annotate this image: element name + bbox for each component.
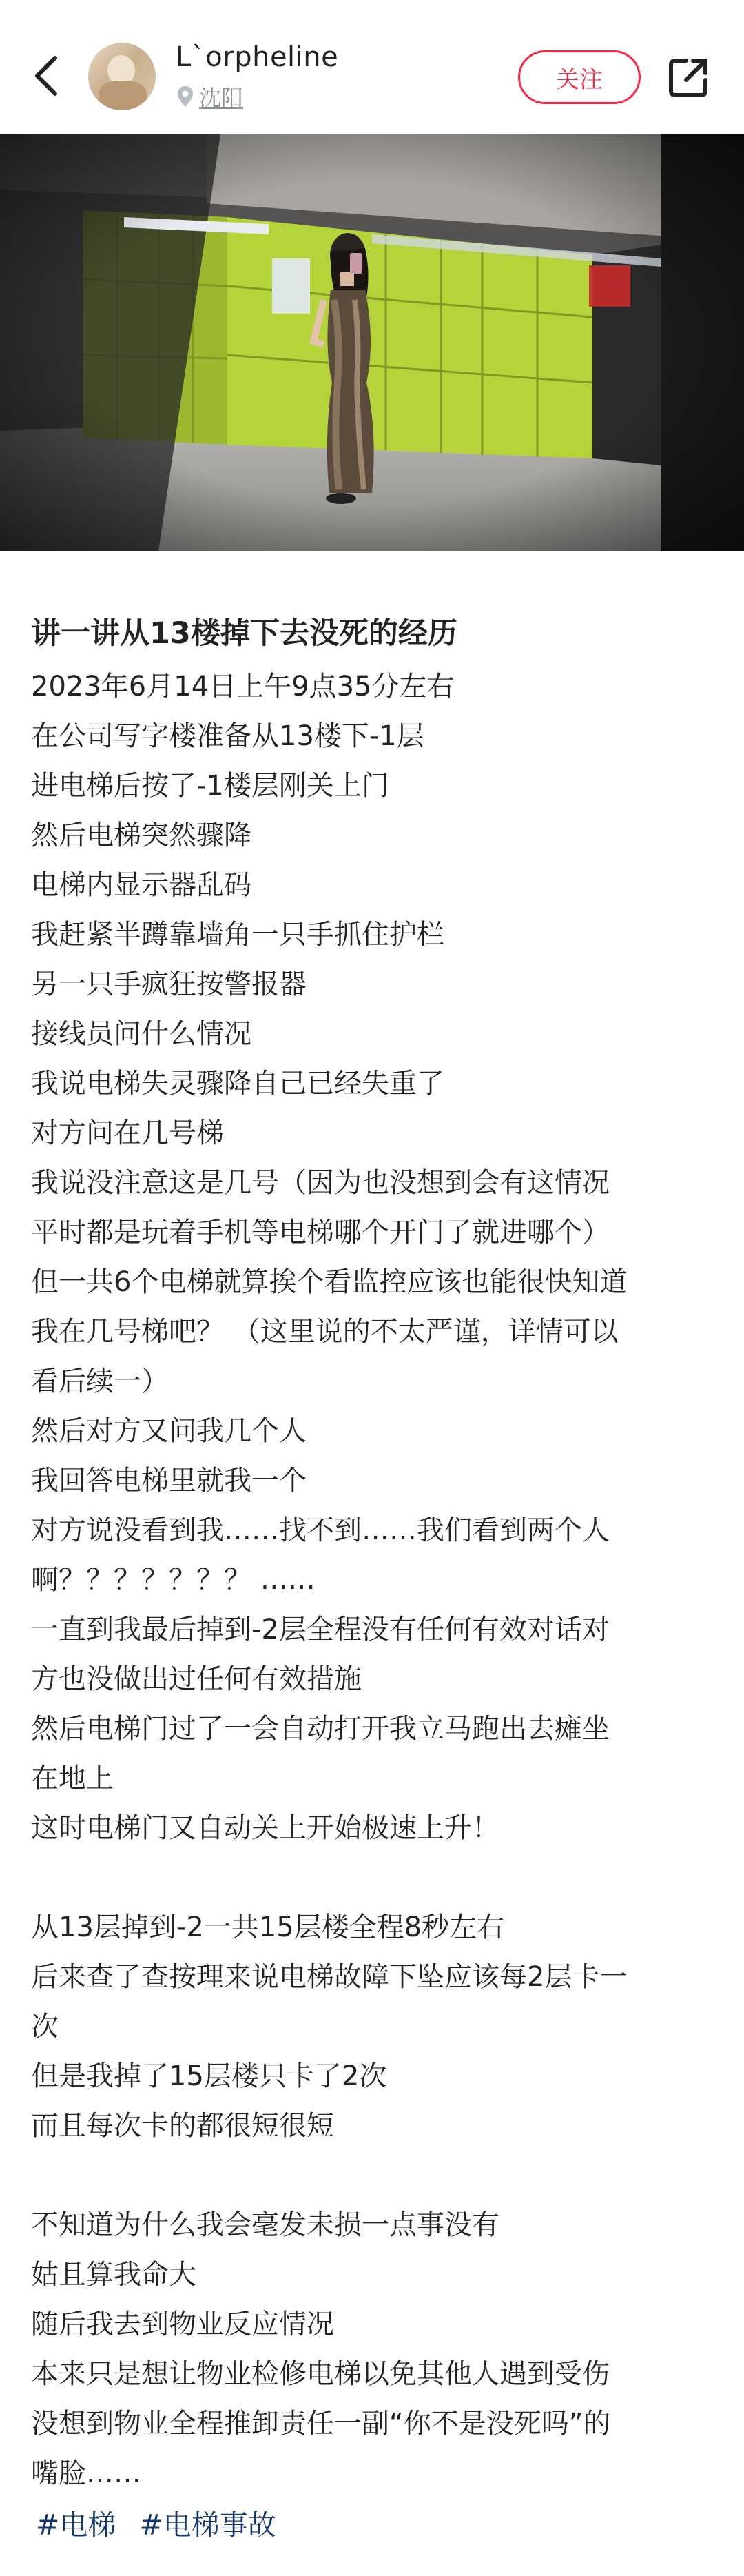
post-line: 一直到我最后掉到-2层全程没有任何有效对话对 [31,1614,610,1645]
location-text[interactable]: 沈阳 [199,85,244,111]
post-line: 我在几号梯吧？ （这里说的不太严谨，详情可以 [31,1316,619,1348]
author-name[interactable]: L`orpheline [176,41,339,73]
back-button[interactable] [26,48,68,103]
post-line: 看后续一） [31,1366,169,1397]
post-line: 然后对方又问我几个人 [31,1415,307,1447]
post-line: 在公司写字楼准备从13楼下-1层 [31,720,424,752]
post-line: 这时电梯门又自动关上开始极速上升！ [31,1812,499,1844]
post-line: 从13层掉到-2一共15层楼全程8秒左右 [31,1911,505,1943]
tag-elevator-accident[interactable]: #电梯事故 [139,2508,276,2542]
post-line: 在地上 [31,1763,114,1794]
post-blank-line [31,1853,720,1903]
post-line: 次 [31,2011,59,2042]
post-line: 平时都是玩着手机等电梯哪个开门了就进哪个） [31,1217,610,1248]
location-pin-icon [176,85,195,108]
author-avatar[interactable] [88,43,156,110]
follow-button[interactable]: 关注 [518,50,641,104]
post-line: 然后电梯突然骤降 [31,820,251,851]
post-line: 随后我去到物业反应情况 [31,2309,334,2340]
post-line: 没想到物业全程推卸责任一副“你不是没死吗”的 [31,2408,611,2440]
post-line: 方也没做出过任何有效措施 [31,1663,362,1695]
post-line: 我说没注意这是几号（因为也没想到会有这情况 [31,1167,610,1199]
post-line: 但是我掉了15层楼只卡了2次 [31,2060,387,2092]
post-line: 后来查了查按理来说电梯故障下坠应该每2层卡一 [31,1961,628,1993]
post-line: 嘴脸…… [31,2457,141,2489]
post-line: 本来只是想让物业检修电梯以免其他人遇到受伤 [31,2358,610,2390]
post-line: 2023年6月14日上午9点35分左右 [31,671,455,702]
chevron-left-icon [26,48,68,103]
post-line: 另一只手疯狂按警报器 [31,968,307,1000]
post-line: 对方说没看到我……找不到……我们看到两个人 [31,1514,610,1546]
post-line: 我说电梯失灵骤降自己已经失重了 [31,1068,444,1099]
post-line: 然后电梯门过了一会自动打开我立马跑出去瘫坐 [31,1713,610,1745]
post-line: 不知道为什么我会毫发未损一点事没有 [31,2209,499,2241]
post-line: 进电梯后按了-1楼层刚关上门 [31,770,389,802]
post-title: 讲一讲从13楼掉下去没死的经历 [31,616,457,651]
top-bar [0,0,744,134]
post-blank-line [31,2151,720,2200]
post-line: 电梯内显示器乱码 [31,869,251,901]
tag-list [36,2502,300,2543]
post-line: 我回答电梯里就我一个 [31,1465,307,1497]
post-photo[interactable] [0,134,744,551]
post-line: 对方问在几号梯 [31,1117,224,1149]
post-line: 但一共6个电梯就算挨个看监控应该也能很快知道 [31,1266,628,1298]
post-line: 我赶紧半蹲靠墙角一只手抓住护栏 [31,919,444,951]
post-line: 姑且算我命大 [31,2259,196,2291]
tag-elevator[interactable]: #电梯 [36,2508,116,2542]
share-icon [665,54,712,101]
post-line: 接线员问什么情况 [31,1018,251,1050]
post-photo-image [0,134,744,551]
post-body [31,662,720,2498]
post-line: 而且每次卡的都很短很短 [31,2110,334,2142]
share-button[interactable] [665,54,712,101]
location-row[interactable] [176,83,243,110]
post-line: 啊？？？？？？？ …… [31,1564,316,1596]
